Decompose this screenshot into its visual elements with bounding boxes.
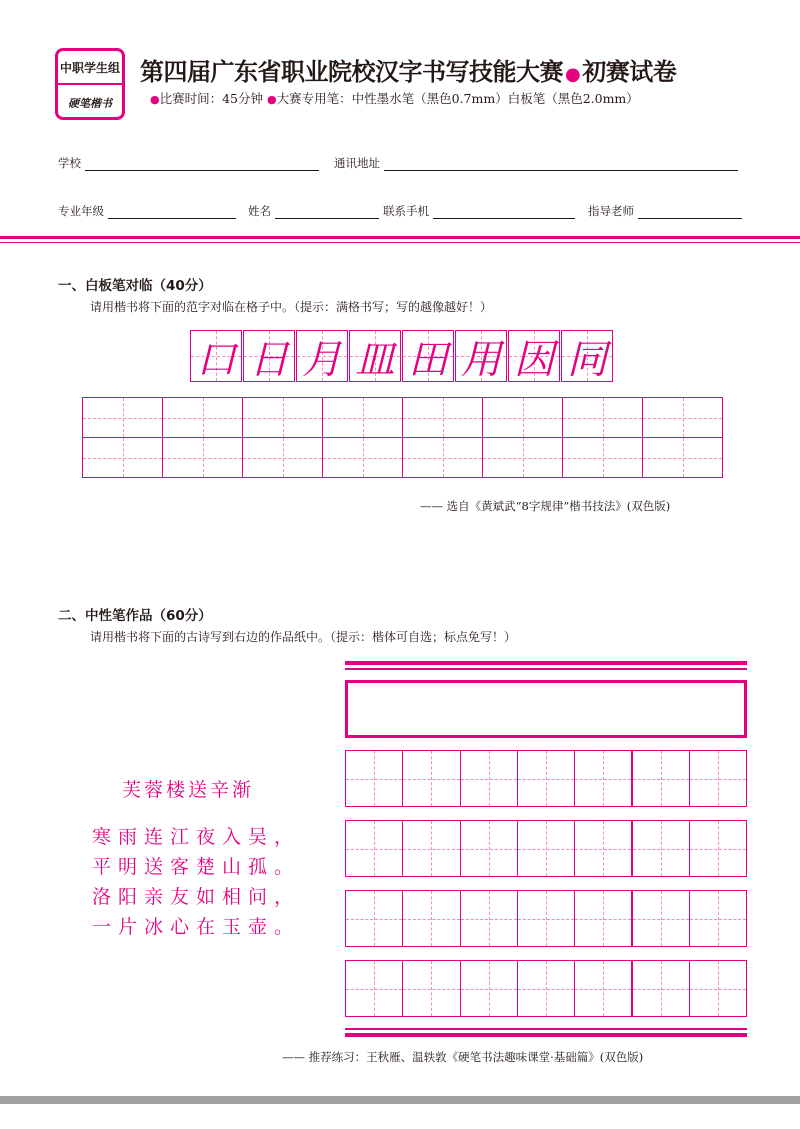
header-divider-thin xyxy=(0,242,800,243)
page-title xyxy=(140,52,676,87)
practice-grid[interactable] xyxy=(82,397,722,477)
model-cell xyxy=(455,330,507,382)
grid-cell[interactable] xyxy=(460,820,518,877)
grid-cell[interactable] xyxy=(562,437,643,478)
model-cell xyxy=(508,330,560,382)
teacher-field[interactable]: 指导老师 xyxy=(588,203,742,219)
grid-cell[interactable] xyxy=(517,820,575,877)
model-char: 皿 xyxy=(355,336,395,383)
grid-cell[interactable] xyxy=(82,437,163,478)
grid-cell[interactable] xyxy=(345,890,403,947)
section2-desc: 请用楷书将下面的古诗写到右边的作品纸中。（提示：楷体可自选；标点免写！） xyxy=(90,630,517,644)
grid-cell[interactable] xyxy=(574,820,632,877)
grid-cell[interactable] xyxy=(242,397,323,438)
grid-cell[interactable] xyxy=(632,820,690,877)
grid-cell[interactable] xyxy=(517,890,575,947)
badge-group-label: 中职学生组 xyxy=(58,51,122,85)
paper-bottom-bar-thin xyxy=(345,1028,747,1030)
grid-cell[interactable] xyxy=(632,750,690,807)
work-grid-row[interactable] xyxy=(345,750,746,807)
section1-desc: 请用楷书将下面的范字对临在格子中。（提示：满格书写；写的越像越好！） xyxy=(90,300,493,314)
work-grid-row[interactable] xyxy=(345,890,746,947)
grid-cell[interactable] xyxy=(517,750,575,807)
grid-cell[interactable] xyxy=(460,960,518,1017)
poem-line: 寒雨连江夜入吴， xyxy=(92,826,301,848)
paper-top-bar-thin xyxy=(345,668,747,670)
school-field[interactable]: 学校 xyxy=(58,155,319,171)
model-char: 同 xyxy=(567,336,607,383)
grid-cell[interactable] xyxy=(322,397,403,438)
grid-cell[interactable] xyxy=(689,820,747,877)
bullet-dot-icon: ● xyxy=(150,93,160,106)
section2-title: 二、中性笔作品（60分） xyxy=(58,608,212,624)
name-field[interactable]: 姓名 xyxy=(248,203,379,219)
bullet-dot-icon: ● xyxy=(267,93,277,106)
grid-cell[interactable] xyxy=(574,750,632,807)
footer-bar xyxy=(0,1096,800,1104)
poem-line: 洛阳亲友如相问， xyxy=(92,886,301,908)
title-sub: 初赛试卷 xyxy=(582,58,677,86)
address-field[interactable]: 通讯地址 xyxy=(334,155,738,171)
grid-cell[interactable] xyxy=(402,397,483,438)
title-main: 第四届广东省职业院校汉字书写技能大赛 xyxy=(140,58,563,86)
exam-pen: 大赛专用笔：中性墨水笔（黑色0.7mm）白板笔（黑色2.0mm） xyxy=(276,91,639,106)
poem-title: 芙蓉楼送辛渐 xyxy=(122,779,255,801)
phone-field[interactable]: 联系手机 xyxy=(383,203,575,219)
model-char: 口 xyxy=(196,336,236,383)
grid-cell[interactable] xyxy=(460,890,518,947)
model-cell xyxy=(402,330,454,382)
major-field[interactable]: 专业年级 xyxy=(58,203,236,219)
model-char: 月 xyxy=(302,336,342,383)
paper-bottom-bar xyxy=(345,1033,747,1037)
grid-cell[interactable] xyxy=(574,890,632,947)
work-grid-row[interactable] xyxy=(345,820,746,877)
model-char: 田 xyxy=(408,336,448,383)
grid-cell[interactable] xyxy=(402,820,460,877)
badge-style-label: 硬笔楷书 xyxy=(68,96,112,110)
model-char: 用 xyxy=(461,336,501,383)
paper-title-box[interactable] xyxy=(345,680,747,738)
grid-cell[interactable] xyxy=(402,890,460,947)
grid-cell[interactable] xyxy=(642,437,723,478)
paper-top-bar xyxy=(345,661,747,665)
grid-cell[interactable] xyxy=(345,820,403,877)
grid-cell[interactable] xyxy=(345,960,403,1017)
section1-title: 一、白板笔对临（40分） xyxy=(58,278,212,294)
model-characters xyxy=(190,330,614,382)
grid-cell[interactable] xyxy=(517,960,575,1017)
exam-time: 比赛时间：45分钟 xyxy=(159,91,264,106)
category-badge xyxy=(55,48,125,120)
grid-cell[interactable] xyxy=(562,397,643,438)
grid-cell[interactable] xyxy=(162,437,243,478)
grid-cell[interactable] xyxy=(402,437,483,478)
grid-cell[interactable] xyxy=(689,960,747,1017)
model-cell xyxy=(561,330,613,382)
grid-cell[interactable] xyxy=(574,960,632,1017)
poem-line: 一片冰心在玉壶。 xyxy=(92,916,301,938)
section2-source: —— 推荐练习：王秋雁、温轶敦《硬笔书法趣味课堂·基础篇》(双色版) xyxy=(282,1050,644,1064)
model-char: 因 xyxy=(514,336,554,383)
grid-cell[interactable] xyxy=(460,750,518,807)
model-cell xyxy=(296,330,348,382)
poem-line: 平明送客楚山孤。 xyxy=(92,856,301,878)
grid-cell[interactable] xyxy=(689,890,747,947)
title-dot-icon: ● xyxy=(565,64,581,85)
grid-cell[interactable] xyxy=(345,750,403,807)
grid-cell[interactable] xyxy=(482,437,563,478)
grid-cell[interactable] xyxy=(632,890,690,947)
grid-cell[interactable] xyxy=(689,750,747,807)
model-char: 日 xyxy=(249,336,289,383)
grid-cell[interactable] xyxy=(642,397,723,438)
model-cell xyxy=(190,330,242,382)
grid-cell[interactable] xyxy=(632,960,690,1017)
model-cell xyxy=(349,330,401,382)
grid-cell[interactable] xyxy=(482,397,563,438)
model-cell xyxy=(243,330,295,382)
grid-cell[interactable] xyxy=(162,397,243,438)
header-divider xyxy=(0,236,800,239)
grid-cell[interactable] xyxy=(82,397,163,438)
grid-cell[interactable] xyxy=(322,437,403,478)
grid-cell[interactable] xyxy=(242,437,323,478)
work-grid-row[interactable] xyxy=(345,960,746,1017)
grid-cell[interactable] xyxy=(402,960,460,1017)
grid-cell[interactable] xyxy=(402,750,460,807)
exam-info xyxy=(150,89,639,107)
section1-source: —— 选自《黄斌武“8字规律”楷书技法》(双色版) xyxy=(420,499,671,513)
